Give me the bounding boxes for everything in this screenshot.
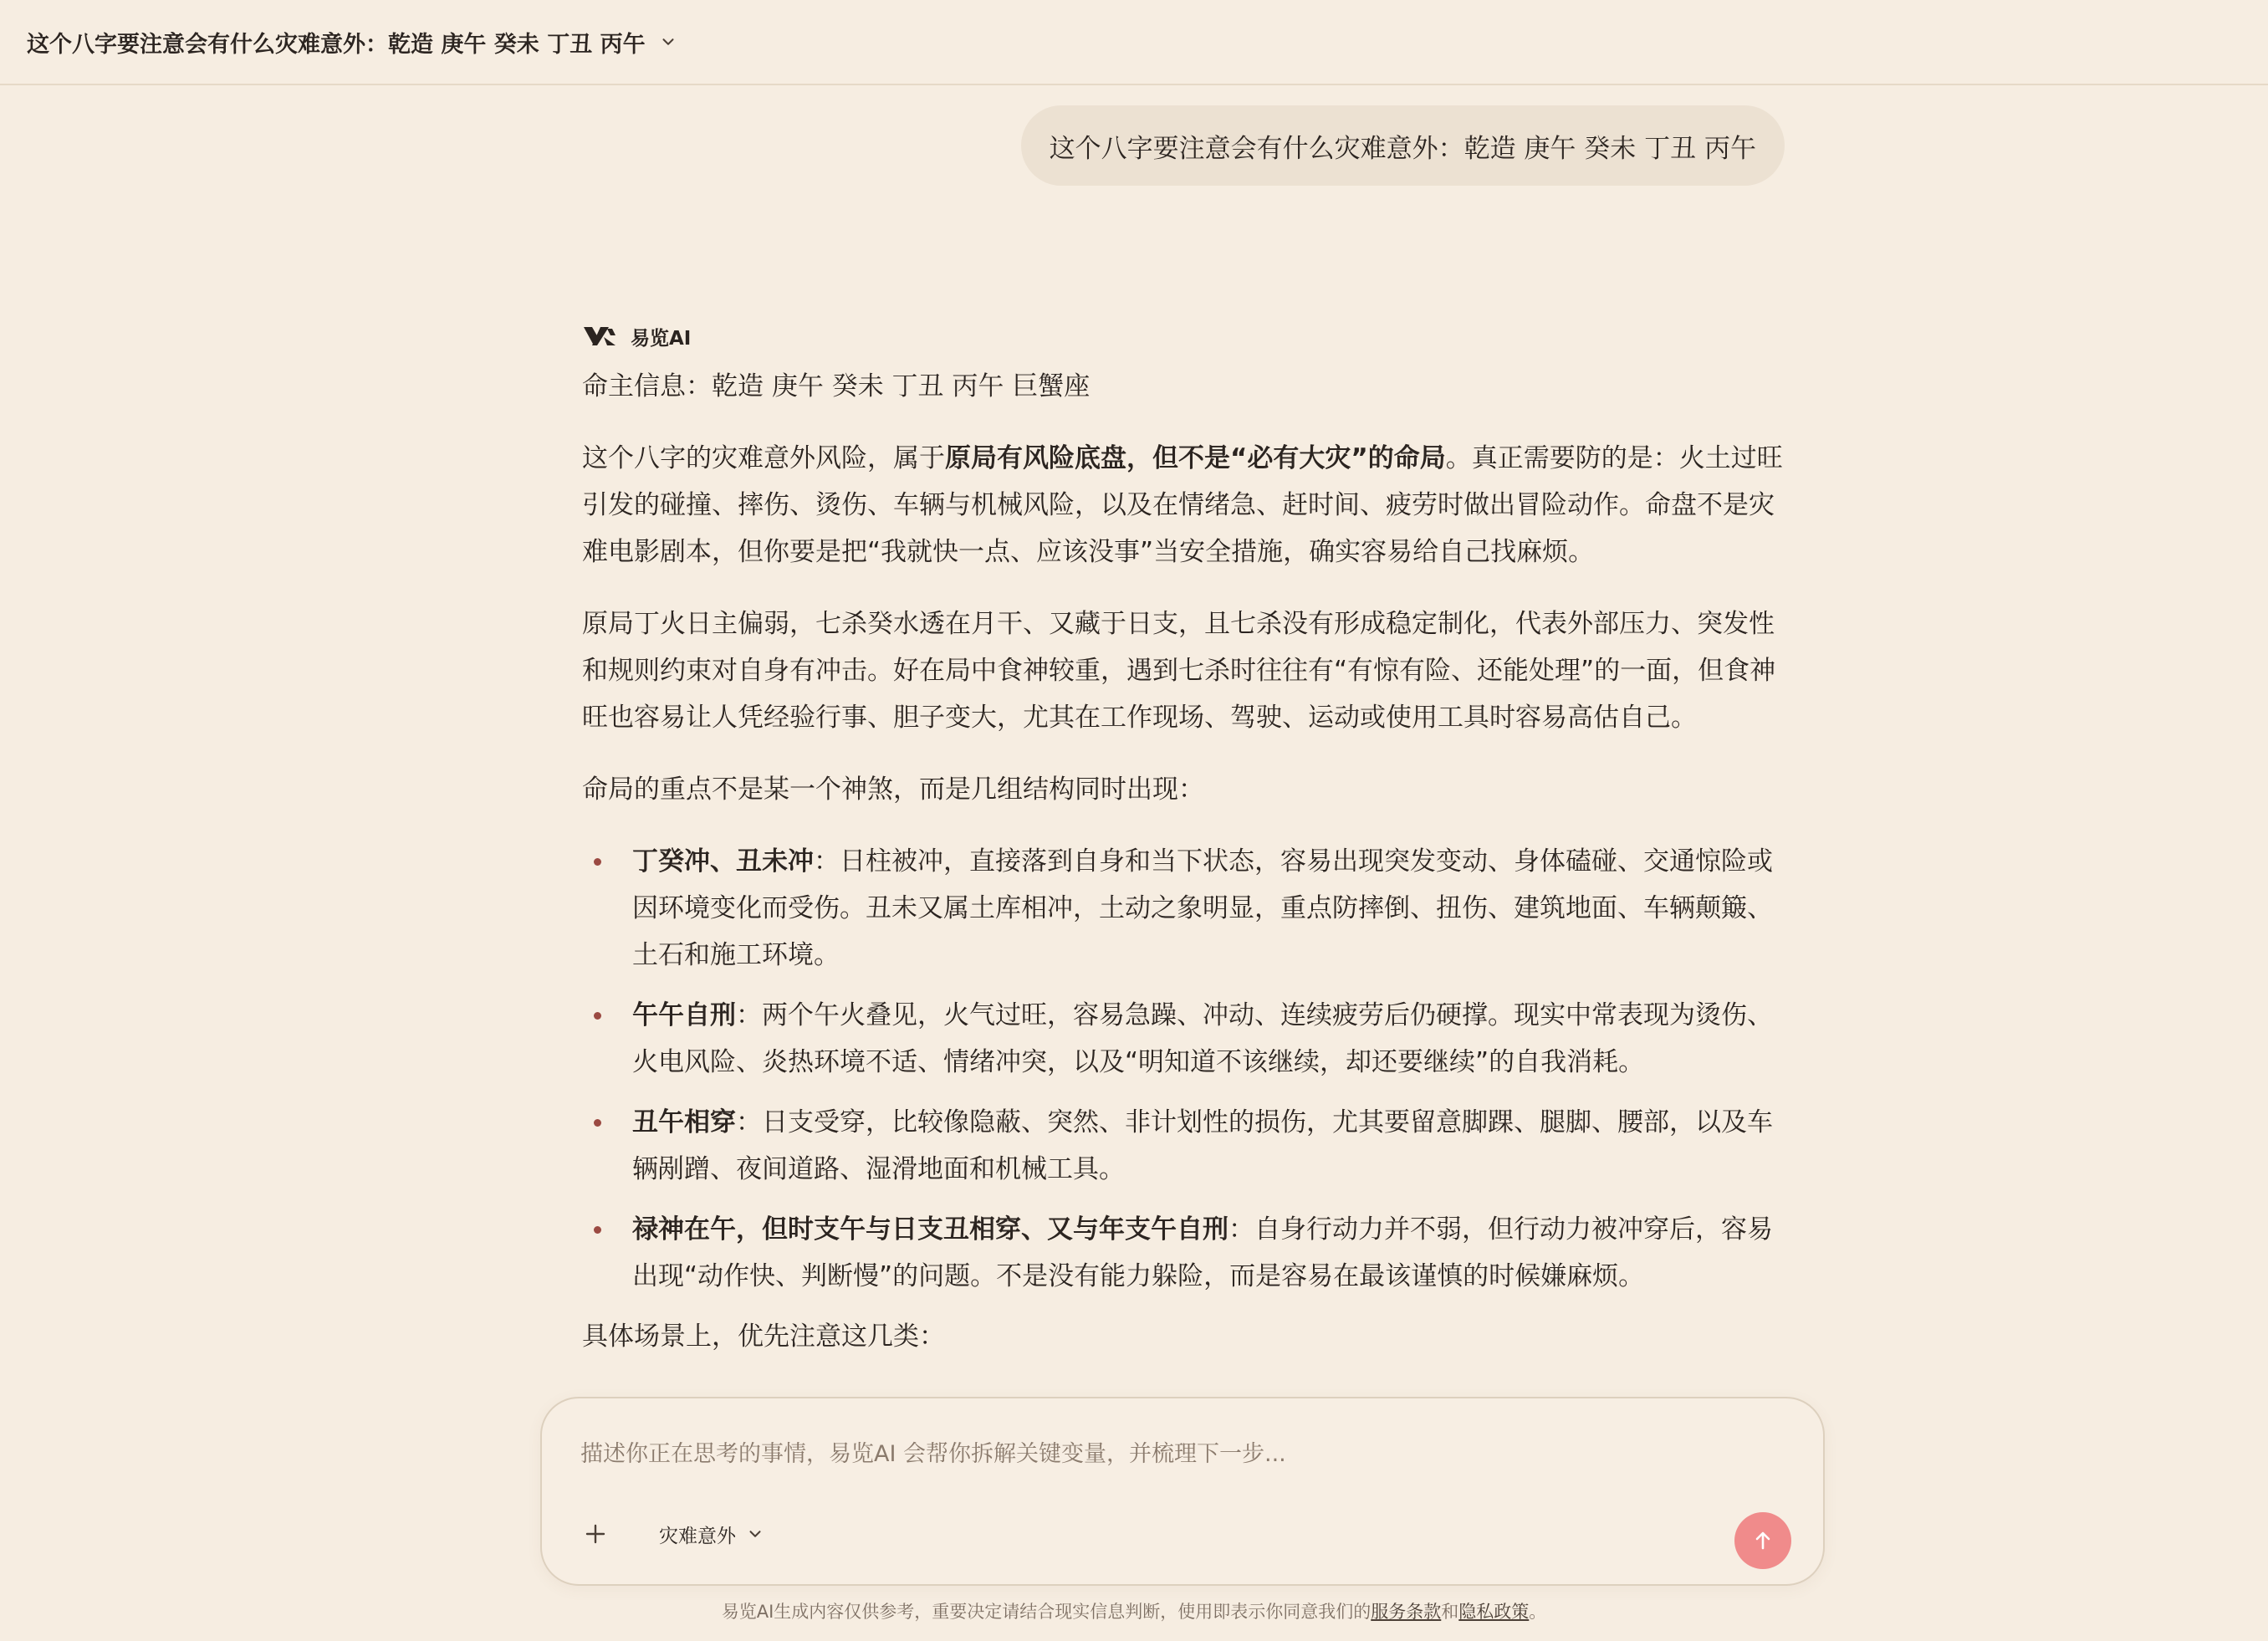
paragraph-scenarios-intro: 具体场景上，优先注意这几类：	[582, 1321, 945, 1352]
privacy-link[interactable]: 隐私政策	[1458, 1602, 1530, 1622]
mode-selector[interactable]	[659, 1517, 764, 1551]
footer-disclaimer	[0, 1599, 2268, 1624]
disclaimer-text: 易览AI生成内容仅供参考，重要决定请结合现实信息判断，使用即表示你同意我们的	[721, 1602, 1372, 1622]
list-item-title: 丁癸冲、丑未冲	[632, 846, 814, 877]
yilan-logo-icon	[582, 324, 617, 349]
list-item	[582, 1206, 1790, 1300]
top-bar	[0, 0, 2268, 85]
paragraph-summary-rest: 。真正需要防的是：火土过旺引发的碰撞、摔伤、烫伤、车辆与机械风险，以及在情绪急、赶时间、疲劳时做出冒险动作。命盘不是灾难电影剧本，但你要是把“我就快一点、应该没事”当安全措施，确实容易给自己找麻烦。	[582, 443, 1783, 567]
disclaimer-end: 。	[1529, 1602, 1547, 1622]
conversation-title-dropdown[interactable]	[27, 26, 677, 59]
arrow-up-icon	[1750, 1528, 1775, 1553]
subject-info: 命主信息：乾造 庚午 癸未 丁丑 丙午 巨蟹座	[582, 371, 1091, 401]
list-item-text: ：两个午火叠见，火气过旺，容易急躁、冲动、连续疲劳后仍硬撑。现实中常表现为烫伤、火电风险、炎热环境不适、情绪冲突，以及“明知道不该继续，却还要继续”的自我消耗。	[632, 1000, 1773, 1077]
send-button[interactable]	[1734, 1512, 1791, 1569]
assistant-header	[582, 318, 1790, 355]
mode-selector-label: 灾难意外	[659, 1525, 736, 1547]
terms-link[interactable]: 服务条款	[1371, 1602, 1442, 1622]
structure-list	[582, 838, 1790, 1300]
list-item-text: ：日柱被冲，直接落到自身和当下状态，容易出现突发变动、身体磕碰、交通惊险或因环境变化而受伤。丑未又属土库相冲，土动之象明显，重点防摔倒、扭伤、建筑地面、车辆颠簸、土石和施工环境。	[632, 846, 1773, 970]
chevron-down-icon	[746, 1525, 764, 1543]
list-item-title: 丑午相穿	[632, 1107, 736, 1137]
list-item	[582, 1099, 1790, 1193]
assistant-message	[582, 318, 1790, 1360]
attach-button[interactable]	[579, 1517, 612, 1551]
list-item-text: ：自身行动力并不弱，但行动力被冲穿后，容易出现“动作快、判断慢”的问题。不是没有能力躲险，而是容易在最该谨慎的时候嫌麻烦。	[632, 1214, 1773, 1291]
assistant-name: 易览AI	[631, 327, 692, 350]
conversation-title: 这个八字要注意会有什么灾难意外：乾造 庚午 癸未 丁丑 丙午	[27, 31, 646, 58]
user-message-bubble	[1021, 105, 1785, 186]
list-item-title: 午午自刑	[632, 1000, 736, 1030]
paragraph-structure-intro: 命局的重点不是某一个神煞，而是几组结构同时出现：	[582, 774, 1204, 805]
plus-icon	[584, 1522, 607, 1546]
paragraph-analysis: 原局丁火日主偏弱，七杀癸水透在月干、又藏于日支，且七杀没有形成稳定制化，代表外部压力、突发性和规则约束对自身有冲击。好在局中食神较重，遇到七杀时往往有“有惊有险、还能处理”的一面，但食神旺也容易让人凭经验行事、胆子变大，尤其在工作现场、驾驶、运动或使用工具时容易高估自己。	[582, 609, 1776, 733]
chevron-down-icon	[659, 33, 677, 51]
list-item	[582, 992, 1790, 1086]
list-item-title: 禄神在午，但时支午与日支丑相穿、又与年支午自刑	[632, 1214, 1228, 1245]
message-input[interactable]	[579, 1432, 1753, 1475]
user-message-text: 这个八字要注意会有什么灾难意外：乾造 庚午 癸未 丁丑 丙午	[1049, 133, 1756, 164]
paragraph-summary-lead: 这个八字的灾难意外风险，属于	[582, 443, 945, 473]
disclaimer-and: 和	[1441, 1602, 1459, 1622]
message-composer	[540, 1397, 1825, 1586]
list-item	[582, 838, 1790, 979]
list-item-text: ：日支受穿，比较像隐蔽、突然、非计划性的损伤，尤其要留意脚踝、腿脚、腰部，以及车辆剐蹭、夜间道路、湿滑地面和机械工具。	[632, 1107, 1773, 1184]
paragraph-summary	[582, 435, 1790, 575]
paragraph-summary-bold: 原局有风险底盘，但不是“必有大灾”的命局	[945, 443, 1446, 473]
